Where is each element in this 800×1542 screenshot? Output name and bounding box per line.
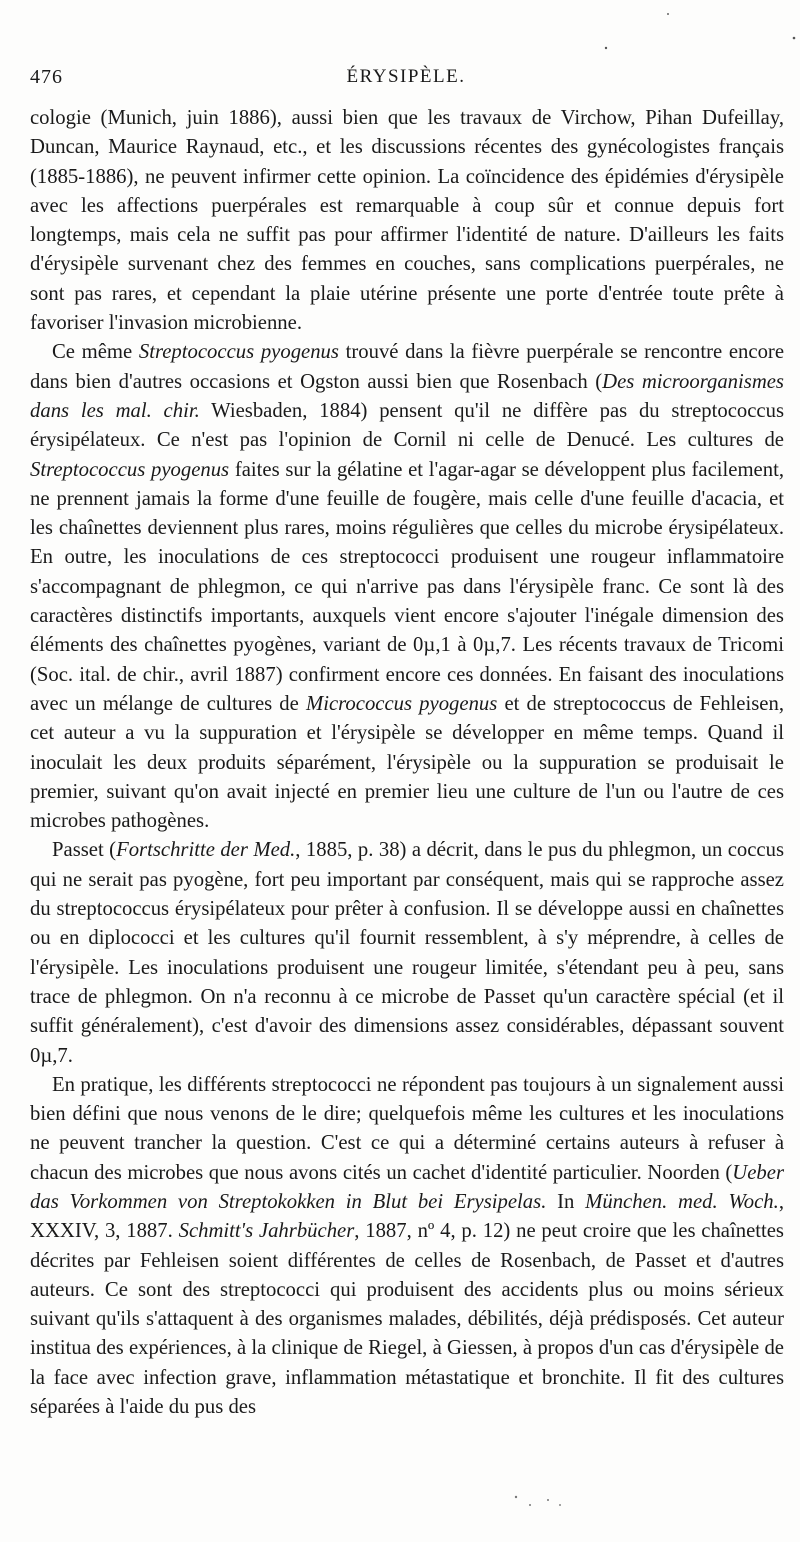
speck	[559, 1504, 561, 1506]
italic-text: Fortschritte der Med.	[116, 839, 296, 862]
text-run: Passet (	[52, 839, 117, 862]
speck	[515, 1496, 517, 1498]
paragraph	[30, 1071, 784, 1423]
text-run: trouvé dans la fièvre puerpérale se rencontre encore dans bien d'autres occasions et Ogston aussi bien que Rosenbach (	[30, 341, 784, 393]
speck	[529, 1504, 531, 1506]
text-run: En pratique, les différents streptococci ne répondent pas toujours à un signalement aussi bien défini que nous venons de le dire; quelquefois même les cultures et les inoculations ne peuvent trancher la question. C'est ce qui a déterminé certains auteurs à refuser à chacun des microbes que nous avons cités un cachet d'identité particulier. Noorden (	[30, 1073, 784, 1184]
speck	[667, 13, 669, 15]
paragraph	[30, 338, 784, 836]
paragraph	[30, 104, 784, 338]
text-run: , XXXIV, 3, 1887.	[30, 1190, 784, 1243]
text-run: et de streptococcus de Fehleisen, cet auteur a vu la suppuration et l'érysipèle se développer en même temps. Quand il inoculait les deux produits séparément, l'érysipèle ou la suppuration se produisait le premier, suivant qu'on avait injecté en premier lieu une culture de l'un ou l'autre de ces microbes pathogènes.	[30, 692, 784, 833]
paragraph	[30, 836, 784, 1070]
italic-text: Schmitt's Jahrbücher	[178, 1220, 355, 1243]
speck	[793, 37, 796, 40]
italic-text: Micrococcus pyogenus	[305, 692, 498, 715]
page-header	[30, 66, 782, 98]
text-run: In	[546, 1190, 586, 1213]
text-run: Ce même	[52, 341, 139, 364]
italic-text: Des microorganismes dans les mal. chir.	[30, 370, 784, 422]
running-title: ÉRYSIPÈLE.	[346, 66, 466, 87]
text-run: , 1887, nº 4, p. 12) ne peut croire que les chaînettes décrites par Fehleisen soient différentes de celles de Rosenbach, de Passet et d'autres auteurs. Ce sont des streptococci qui produisent des accidents plus ou moins sérieux suivant qu'ils s'attaquent à des organismes malades, débilités, déjà prédisposés. Cet auteur institua des expériences, à la clinique de Riegel, à Giessen, à propos d'un cas d'érysipèle de la face avec infection grave, inflammation métastatique et bronchite. Il fit des cultures séparées à l'aide du pus des	[30, 1220, 784, 1419]
italic-text: München. med. Woch.	[585, 1190, 779, 1213]
text-run: cologie (Munich, juin 1886), aussi bien que les travaux de Virchow, Pihan Dufeillay, Duncan, Maurice Raynaud, etc., et les discussions récentes des gynécologistes français (1885-1886), ne peuvent infirmer cette opinion. La coïncidence des épidémies d'érysipèle avec les affections puerpérales est remarquable à coup sûr et connue depuis fort longtemps, mais cela ne suffit pas pour affirmer l'identité de nature. D'ailleurs les faits d'érysipèle survenant chez des femmes en couches, sans complications puerpérales, ne sont pas rares, et cependant la plaie utérine présente une porte d'entrée toute prête à favoriser l'invasion microbienne.	[30, 107, 784, 335]
page-number: 476	[30, 66, 63, 88]
italic-text: Ueber das Vorkommen von Streptokokken in Blut bei Erysipelas.	[30, 1161, 784, 1213]
italic-text: Streptococcus pyogenus	[138, 341, 339, 364]
text-run: , 1885, p. 38) a décrit, dans le pus du phlegmon, un coccus qui ne serait pas pyogène, fort peu important par conséquent, mais qui se rapproche assez du streptococcus érysipélateux pour prêter à confusion. Il se développe aussi en chaînettes ou en diplococci et les cultures qu'il fournit ressemblent, à s'y méprendre, à celles de l'érysipèle. Les inoculations produisent une rougeur limitée, s'étendant peu à peu, sans trace de phlegmon. On n'a reconnu à ce microbe de Passet qu'un caractère spécial (et il suffit généralement), c'est d'avoir des dimensions assez considérables, dépassant souvent 0µ,7.	[30, 839, 785, 1067]
body-text	[30, 104, 784, 1422]
speck	[605, 47, 607, 49]
text-run: Wiesbaden, 1884) pensent qu'il ne diffère pas du streptococcus érysipélateux. Ce n'est pas l'opinion de Cornil ni celle de Denucé. Les cultures de	[30, 399, 784, 452]
italic-text: Streptococcus pyogenus	[30, 458, 230, 481]
text-run: faites sur la gélatine et l'agar-agar se développent plus facilement, ne prennent jamais la forme d'une feuille de fougère, mais celle d'une feuille d'acacia, et les chaînettes deviennent plus rares, moins régulières que celles du microbe érysipélateux. En outre, les inoculations de ces streptococci produisent une rougeur inflammatoire s'accompagnant de phlegmon, ce qui n'arrive pas dans l'érysipèle franc. Ce sont là des caractères distinctifs importants, auxquels vient encore s'ajouter l'inégale dimension des éléments des chaînettes pyogènes, variant de 0µ,1 à 0µ,7. Les récents travaux de Tricomi (Soc. ital. de chir., avril 1887) confirment encore ces données. En faisant des inoculations avec un mélange de cultures de	[30, 458, 784, 715]
speck	[547, 1499, 549, 1501]
